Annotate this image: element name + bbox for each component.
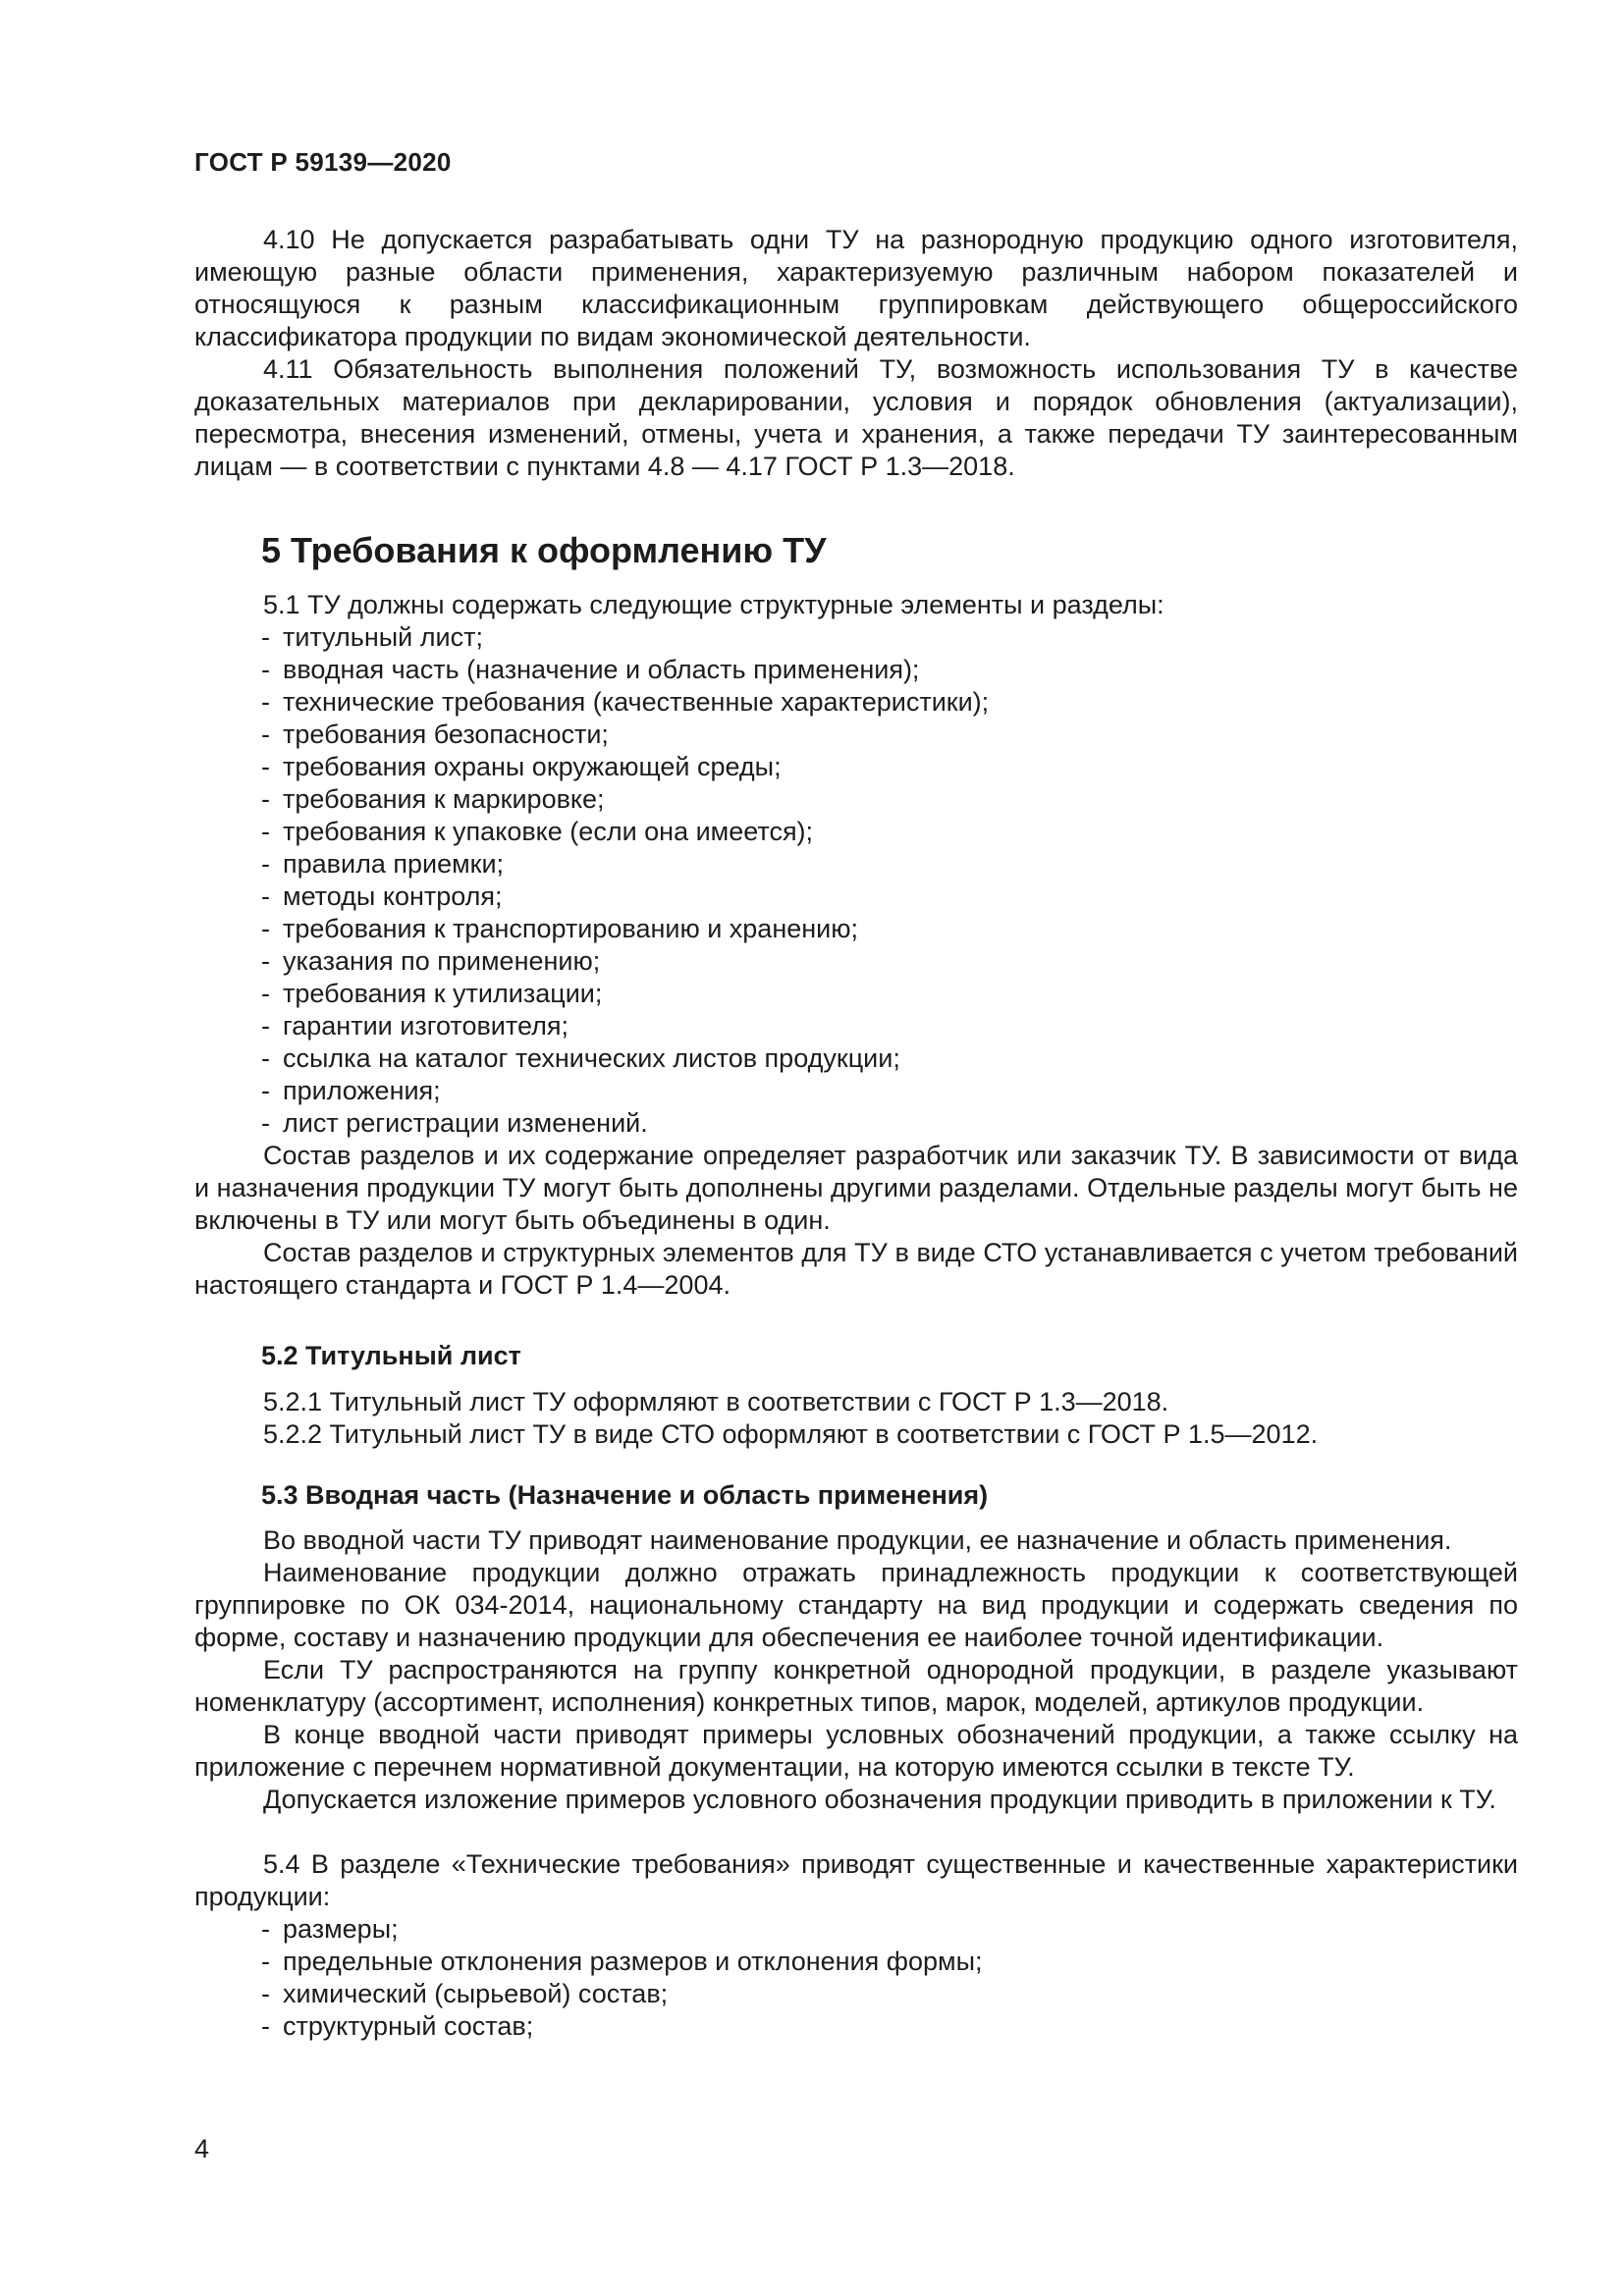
list-item: - структурный состав; <box>261 2011 534 2041</box>
clause-5-2-1 <box>194 1386 1518 1418</box>
list-item: - требования к маркировке; <box>261 784 605 814</box>
paragraph: 5.2.1 Титульный лист ТУ оформляют в соответствии с ГОСТ Р 1.3—2018. <box>263 1387 1169 1416</box>
paragraph: Во вводной части ТУ приводят наименование продукции, ее назначение и область применения. <box>263 1525 1452 1555</box>
clause-5-1 <box>194 589 1518 621</box>
list-item: - размеры; <box>261 1914 399 1944</box>
paragraph: 4.11 Обязательность выполнения положений ТУ, возможность использования ТУ в качестве доказательных материалов при декларировании, условия и порядок обновления (актуализации), пересмотра, внесения изменений, отмены, учета и хранения, а также передачи ТУ заинтересованным лицам — в соответствии с пунктами 4.8 — 4.17 ГОСТ Р 1.3—2018. <box>194 354 1518 481</box>
list-item: - гарантии изготовителя; <box>261 1011 568 1041</box>
list-item: - методы контроля; <box>261 881 503 911</box>
paragraph: Состав разделов и их содержание определяет разработчик или заказчик ТУ. В зависимости от вида и назначения продукции ТУ могут быть дополнены другими разделами. Отдельные разделы могут быть не включены в ТУ или могут быть объединены в один. <box>194 1141 1518 1235</box>
list-item: - требования к утилизации; <box>261 979 603 1008</box>
list-item: - предельные отклонения размеров и отклонения формы; <box>261 1947 983 1976</box>
standard-number: ГОСТ Р 59139—2020 <box>194 147 452 177</box>
list-item: - химический (сырьевой) состав; <box>261 1979 669 2008</box>
list-item: - требования к транспортированию и хранению; <box>261 914 858 943</box>
list-item: - требования безопасности; <box>261 720 609 749</box>
subsection-5-2-title: 5.2 Титульный лист <box>261 1341 521 1370</box>
clause-4-10 <box>194 224 1518 353</box>
composition-paragraph <box>194 1140 1518 1237</box>
clause-5-3-p2 <box>194 1557 1518 1654</box>
clause-5-2-2 <box>194 1418 1518 1451</box>
clause-5-3-p3 <box>194 1654 1518 1719</box>
list-item: - титульный лист; <box>261 622 483 652</box>
paragraph: Допускается изложение примеров условного обозначения продукции приводить в приложении к ТУ. <box>263 1785 1496 1814</box>
section-5-title: 5 Требования к оформлению ТУ <box>261 530 827 570</box>
paragraph: 5.2.2 Титульный лист ТУ в виде СТО оформляют в соответствии с ГОСТ Р 1.5—2012. <box>263 1419 1319 1449</box>
list-item: - правила приемки; <box>261 849 505 879</box>
clause-4-11 <box>194 353 1518 483</box>
list-item: - требования охраны окружающей среды; <box>261 752 782 781</box>
list-item: - ссылка на каталог технических листов продукции; <box>261 1043 900 1073</box>
page-number: 4 <box>194 2134 210 2163</box>
clause-5-3-p4 <box>194 1719 1518 1784</box>
paragraph: 5.1 ТУ должны содержать следующие структурные элементы и разделы: <box>263 590 1164 619</box>
paragraph: Если ТУ распространяются на группу конкретной однородной продукции, в разделе указывают номенклатуру (ассортимент, исполнения) конкретных типов, марок, моделей, артикулов продукции. <box>194 1655 1518 1717</box>
paragraph: 5.4 В разделе «Технические требования» приводят существенные и качественные характеристики продукции: <box>194 1849 1518 1911</box>
clause-5-3-p5 <box>194 1784 1518 1816</box>
list-item: - указания по применению; <box>261 946 601 976</box>
paragraph: 4.10 Не допускается разрабатывать одни ТУ на разнородную продукцию одного изготовителя, имеющую разные области применения, характеризуемую различным набором показателей и относящуюся к разным классификационным группировкам действующего общероссийского классификатора продукции по видам экономической деятельности. <box>194 225 1518 351</box>
list-item: - требования к упаковке (если она имеется); <box>261 817 814 846</box>
list-item: - вводная часть (назначение и область применения); <box>261 655 920 684</box>
subsection-5-3-title: 5.3 Вводная часть (Назначение и область применения) <box>261 1480 989 1510</box>
paragraph: Наименование продукции должно отражать принадлежность продукции к соответствующей группировке по ОК 034-2014, национальному стандарту на вид продукции и содержать сведения по форме, составу и назначению продукции для обеспечения ее наиболее точной идентификации. <box>194 1558 1518 1652</box>
paragraph: В конце вводной части приводят примеры условных обозначений продукции, а также ссылку на приложение с перечнем нормативной документации, на которую имеются ссылки в тексте ТУ. <box>194 1720 1518 1782</box>
sto-composition-paragraph <box>194 1237 1518 1302</box>
list-item: - лист регистрации изменений. <box>261 1108 648 1138</box>
list-item: - технические требования (качественные характеристики); <box>261 687 990 717</box>
clause-5-3-p1 <box>194 1524 1518 1557</box>
technical-requirements-list <box>261 1913 983 2043</box>
paragraph: Состав разделов и структурных элементов для ТУ в виде СТО устанавливается с учетом требований настоящего стандарта и ГОСТ Р 1.4—2004. <box>194 1238 1518 1300</box>
clause-5-4 <box>194 1848 1518 1913</box>
structure-elements-list <box>261 621 989 1140</box>
list-item: - приложения; <box>261 1076 441 1105</box>
